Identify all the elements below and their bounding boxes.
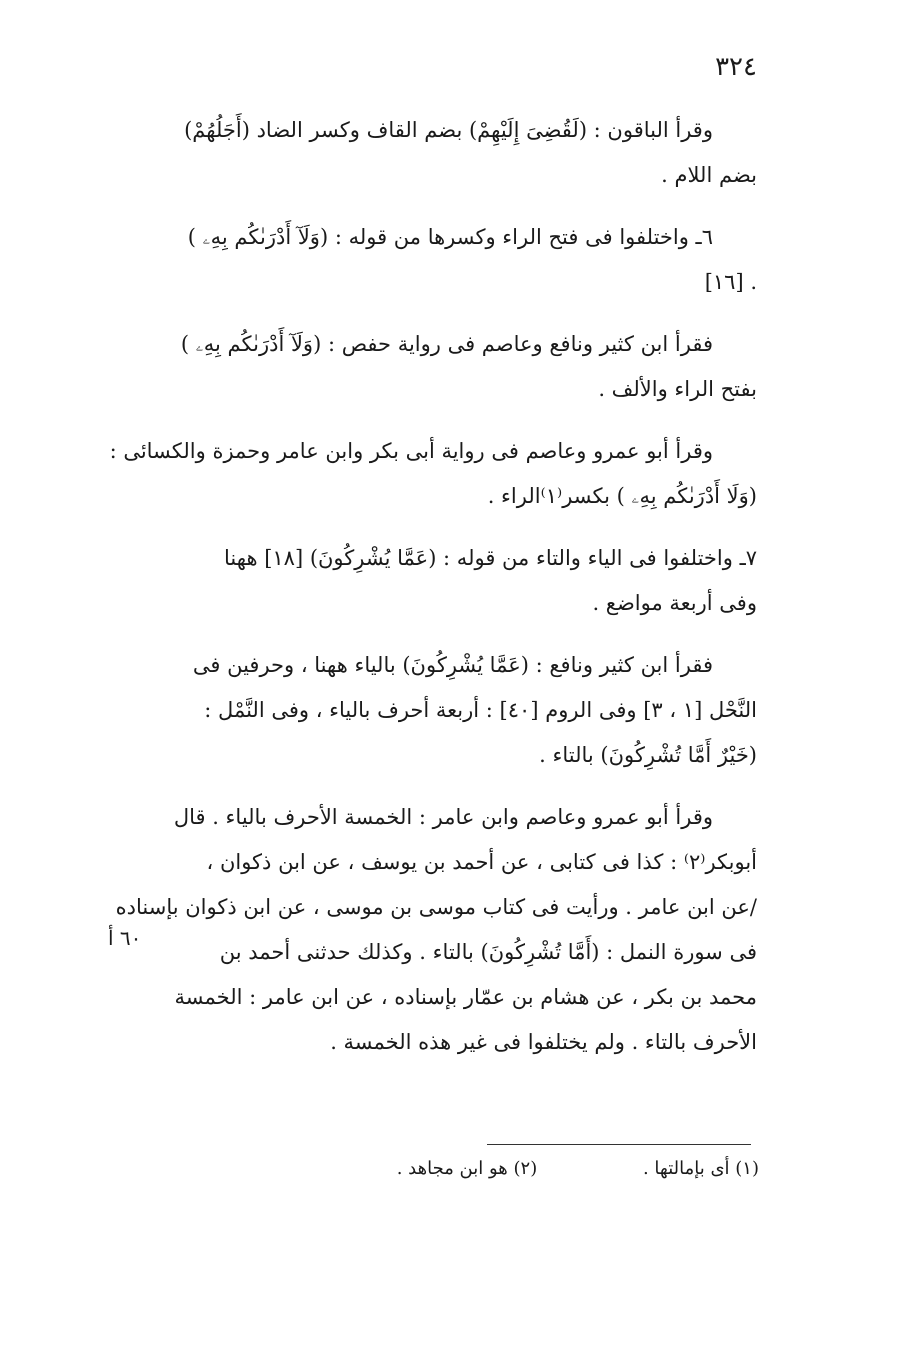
text-line: وقرأ الباقون : (لَقُضِىَ إِلَيْهِمْ) بضم القاف وكسر الضاد (أَجَلُهُمْ) — [184, 118, 713, 142]
text-line: (وَلَا أَدْرَىٰكُم بِهِۦ ) بكسر⁽١⁾الراء . — [487, 484, 757, 508]
paragraph — [96, 322, 757, 412]
text-line: وفى أربعة مواضع . — [592, 591, 757, 615]
text-line: ٧ـ واختلفوا فى الياء والتاء من قوله : (عَمَّا يُشْرِكُونَ) [١٨] ههنا — [224, 546, 757, 570]
paragraph — [96, 108, 757, 198]
paragraph — [96, 429, 757, 519]
text-line: أبوبكر⁽٢⁾ : كذا فى كتابى ، عن أحمد بن يوسف ، عن ابن ذكوان ، — [206, 850, 757, 874]
paragraph — [96, 795, 757, 1065]
text-line: بضم اللام . — [661, 163, 757, 187]
text-line: فقرأ ابن كثير ونافع : (عَمَّا يُشْرِكُونَ) بالياء ههنا ، وحرفين فى — [192, 653, 713, 677]
main-text — [96, 108, 757, 1082]
footnotes — [219, 1152, 759, 1186]
text-line: النَّحْل [١ ، ٣] وفى الروم [٤٠] : أربعة أحرف بالياء ، وفى النَّمْل : — [204, 698, 757, 722]
text-line: . [١٦] — [704, 270, 757, 294]
text-line: ٦ـ واختلفوا فى فتح الراء وكسرها من قوله : (وَلَآ أَدْرَىٰكُم بِهِۦ ) — [187, 225, 713, 249]
text-line: بفتح الراء والألف . — [598, 377, 757, 401]
text-line: (خَيْرٌ أَمَّا تُشْرِكُونَ) بالتاء . — [539, 743, 757, 767]
text-line: فقرأ ابن كثير ونافع وعاصم فى رواية حفص : (وَلَآ أَدْرَىٰكُم بِهِۦ ) — [180, 332, 713, 356]
text-line: الأحرف بالتاء . ولم يختلفوا فى غير هذه الخمسة . — [330, 1030, 757, 1054]
footnote-divider — [487, 1144, 751, 1145]
paragraph — [96, 215, 757, 305]
text-line: وقرأ أبو عمرو وعاصم فى رواية أبى بكر وابن عامر وحمزة والكسائى : — [109, 439, 713, 463]
footnote: (١) أى بإمالتها . — [642, 1158, 759, 1179]
page-number: ٣٢٤ — [715, 52, 757, 82]
text-line: فى سورة النمل : (أَمَّا تُشْرِكُونَ) بالتاء . وكذلك حدثنى أحمد بن — [219, 940, 757, 964]
text-line: وقرأ أبو عمرو وعاصم وابن عامر : الخمسة الأحرف بالياء . قال — [173, 805, 713, 829]
footnote: (٢) هو ابن مجاهد . — [396, 1158, 538, 1179]
paragraph — [96, 643, 757, 778]
paragraph — [96, 536, 757, 626]
margin-folio-note: ٦٠ أ — [108, 926, 142, 950]
text-line: /عن ابن عامر . ورأيت فى كتاب موسى بن موسى ، عن ابن ذكوان بإسناده — [115, 895, 757, 919]
text-line: محمد بن بكر ، عن هشام بن عمّار بإسناده ، عن ابن عامر : الخمسة — [174, 985, 757, 1009]
